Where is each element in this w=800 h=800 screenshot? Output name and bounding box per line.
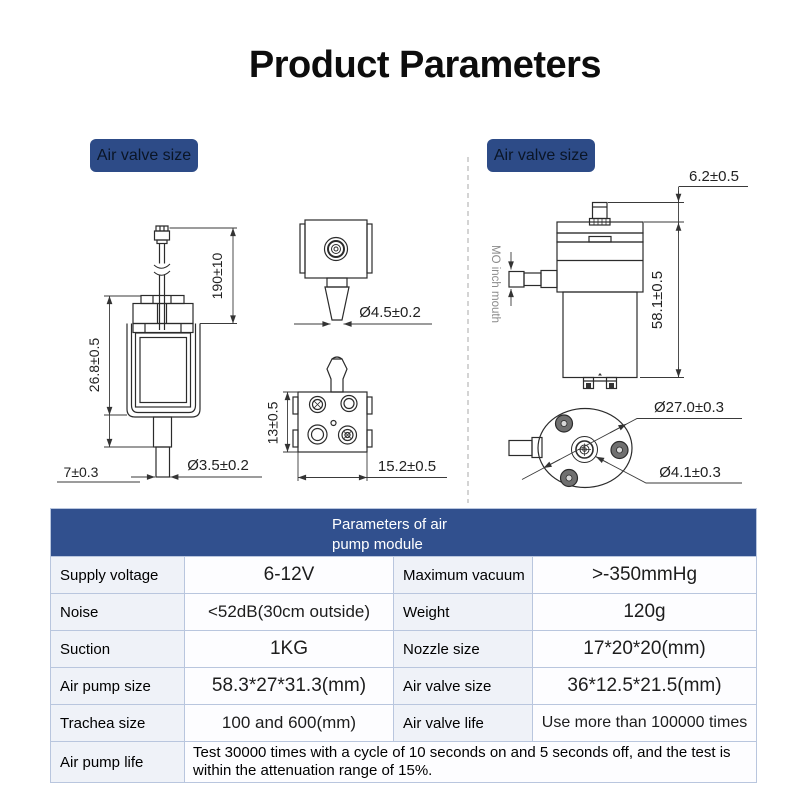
table-title (51, 509, 756, 556)
param-label: Suction (51, 630, 184, 667)
param-label: Air pump life (51, 741, 184, 782)
pump-bottom-view (509, 399, 742, 488)
pump-side-view (489, 168, 748, 389)
param-label: Noise (51, 593, 184, 630)
table-title-line1: Parameters of air (332, 516, 448, 533)
table-title-line2: pump module (332, 535, 423, 553)
param-value: 1KG (184, 630, 393, 667)
dim-wire-length: 190±10 (209, 252, 225, 300)
dim-pump-height: 58.1±0.5 (649, 270, 666, 330)
param-label: Supply voltage (51, 556, 184, 593)
valve-front-view (57, 226, 262, 482)
param-value: 58.3*27*31.3(mm) (184, 667, 393, 704)
valve-top-view (294, 220, 432, 324)
param-label: Nozzle size (393, 630, 532, 667)
param-value: <52dB(30cm outside) (184, 593, 393, 630)
param-label: Weight (393, 593, 532, 630)
dim-pump-diameter: Ø27.0±0.3 (654, 399, 724, 416)
dim-valve-width: 15.2±0.5 (377, 458, 437, 475)
param-label: Air valve size (393, 667, 532, 704)
param-value: 6-12V (184, 556, 393, 593)
page-title: Product Parameters (248, 44, 602, 86)
param-value: >-350mmHg (532, 556, 756, 593)
dim-stub-diameter: Ø3.5±0.2 (187, 457, 249, 474)
param-value: 120g (532, 593, 756, 630)
dim-shaft-diameter: Ø4.1±0.3 (659, 464, 721, 481)
param-value: Use more than 100000 times (532, 704, 756, 741)
dim-valve-height: 13±0.5 (264, 401, 281, 445)
param-value: 36*12.5*21.5(mm) (532, 667, 756, 704)
param-label: Trachea size (51, 704, 184, 741)
table-grid (51, 556, 756, 782)
param-label: Air pump size (51, 667, 184, 704)
air-valve-size-badge-right: Air valve size (487, 139, 595, 172)
dim-pump-nozzle: 6.2±0.5 (689, 168, 739, 185)
param-value-long: Test 30000 times with a cycle of 10 seconds on and 5 seconds off, and the test is within the attenuation range of 15%. (184, 741, 756, 782)
dim-nozzle-diameter: Ø4.5±0.2 (359, 304, 421, 321)
dim-body-height: 26.8±0.5 (86, 337, 102, 393)
dim-stub-length: 7±0.3 (63, 464, 99, 480)
parameters-table (50, 508, 757, 783)
param-value: 17*20*20(mm) (532, 630, 756, 667)
param-label: Air valve life (393, 704, 532, 741)
air-valve-size-badge-left: Air valve size (90, 139, 198, 172)
param-label: Maximum vacuum (393, 556, 532, 593)
param-value: 100 and 600(mm) (184, 704, 393, 741)
mo-inch-mouth-note: MO inch mouth (489, 245, 501, 323)
valve-bottom-view (265, 357, 448, 481)
